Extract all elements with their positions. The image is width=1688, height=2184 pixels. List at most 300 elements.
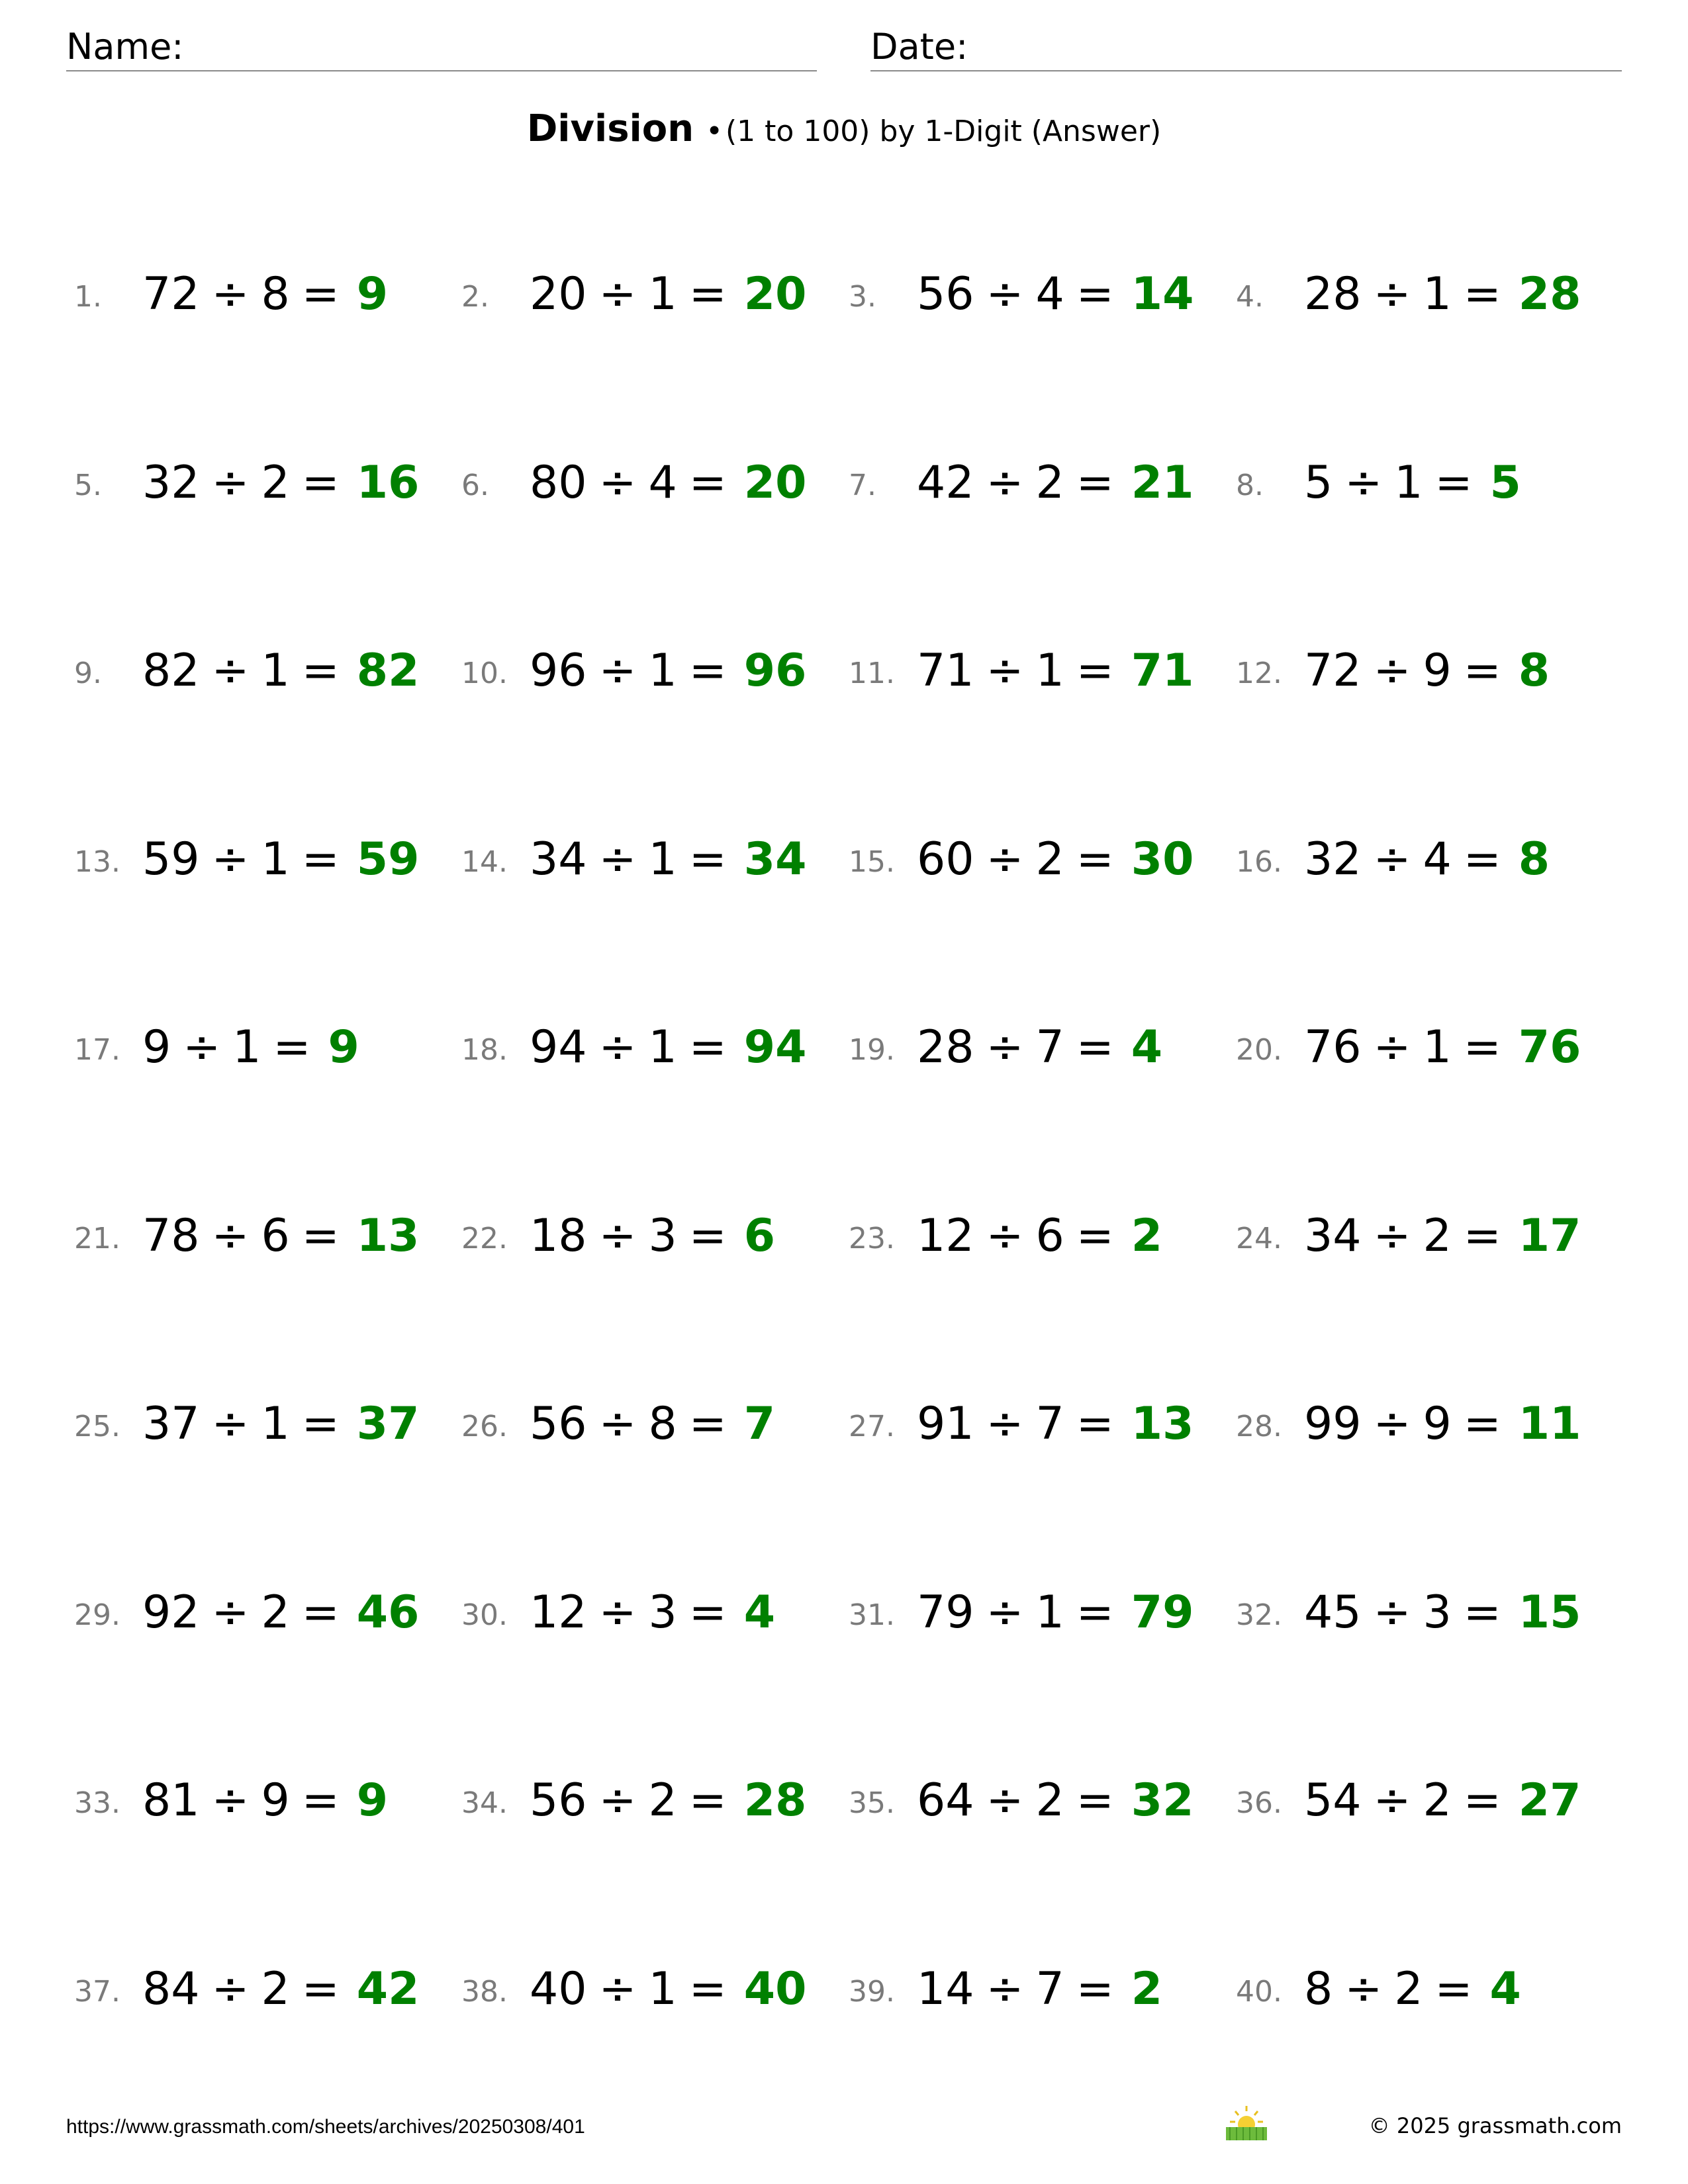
- answer: 27: [1518, 1774, 1581, 1827]
- problem-number: 32.: [1236, 1598, 1282, 1632]
- problem-equation: [530, 833, 806, 886]
- problem-number: 34.: [461, 1786, 508, 1820]
- problem-equation: [1304, 833, 1550, 886]
- equals-sign: =: [1463, 1210, 1501, 1262]
- divide-sign: ÷: [211, 1774, 250, 1827]
- divisor: 2: [1035, 833, 1064, 886]
- worksheet-title: [0, 103, 1688, 158]
- answer: 16: [356, 457, 420, 509]
- problem-number: 30.: [461, 1598, 508, 1632]
- equals-sign: =: [1076, 833, 1114, 886]
- problem-number: 20.: [1236, 1033, 1282, 1067]
- problem-number: 27.: [849, 1410, 895, 1443]
- dividend: 94: [530, 1021, 587, 1073]
- title-separator: •: [706, 114, 724, 148]
- divisor: 1: [261, 645, 290, 697]
- divide-sign: ÷: [211, 1963, 250, 2015]
- equals-sign: =: [1076, 457, 1114, 509]
- dividend: 82: [142, 645, 200, 697]
- problem-row: [0, 1573, 1688, 1653]
- divisor: 9: [261, 1774, 290, 1827]
- divisor: 2: [261, 1963, 290, 2015]
- problem-equation: [1304, 457, 1521, 510]
- dividend: 14: [917, 1963, 974, 2015]
- answer: 2: [1131, 1963, 1163, 2015]
- divisor: 4: [1423, 833, 1452, 886]
- divide-sign: ÷: [598, 1398, 637, 1450]
- divide-sign: ÷: [211, 268, 250, 320]
- problem-equation: [142, 1963, 419, 2016]
- equals-sign: =: [1076, 1398, 1114, 1450]
- problem-equation: [142, 457, 419, 510]
- dividend: 84: [142, 1963, 200, 2015]
- problem-number: 24.: [1236, 1222, 1282, 1255]
- dividend: 59: [142, 833, 200, 886]
- divide-sign: ÷: [986, 1774, 1024, 1827]
- answer: 9: [328, 1021, 359, 1073]
- equals-sign: =: [1076, 1774, 1114, 1827]
- problem-equation: [1304, 1586, 1581, 1639]
- problem-equation: [1304, 268, 1581, 321]
- divide-sign: ÷: [598, 1021, 637, 1073]
- answer: 14: [1131, 268, 1194, 320]
- dividend: 56: [530, 1398, 587, 1450]
- problem-number: 1.: [74, 280, 102, 314]
- problem-equation: [917, 1398, 1194, 1451]
- problem-number: 40.: [1236, 1975, 1282, 2009]
- divide-sign: ÷: [1344, 457, 1383, 509]
- problem-equation: [530, 1210, 775, 1263]
- answer: 96: [743, 645, 807, 697]
- problem-equation: [530, 457, 806, 510]
- problem-equation: [1304, 645, 1550, 698]
- dividend: 92: [142, 1586, 200, 1639]
- dividend: 81: [142, 1774, 200, 1827]
- problem-equation: [530, 1963, 806, 2016]
- problem-number: 25.: [74, 1410, 120, 1443]
- problem-number: 10.: [461, 657, 508, 690]
- problem-equation: [917, 1586, 1194, 1639]
- answer: 28: [1518, 268, 1581, 320]
- equals-sign: =: [688, 1210, 727, 1262]
- answer: 30: [1131, 833, 1194, 886]
- problem-number: 37.: [74, 1975, 120, 2009]
- problem-equation: [142, 1210, 419, 1263]
- divide-sign: ÷: [1373, 645, 1411, 697]
- dividend: 76: [1304, 1021, 1362, 1073]
- dividend: 5: [1304, 457, 1333, 509]
- divide-sign: ÷: [986, 645, 1024, 697]
- answer: 79: [1131, 1586, 1194, 1639]
- problem-number: 33.: [74, 1786, 120, 1820]
- problem-equation: [917, 1021, 1162, 1074]
- problem-number: 3.: [849, 280, 876, 314]
- divide-sign: ÷: [1373, 1210, 1411, 1262]
- dividend: 72: [142, 268, 200, 320]
- problem-number: 26.: [461, 1410, 508, 1443]
- answer: 20: [743, 268, 807, 320]
- divide-sign: ÷: [598, 457, 637, 509]
- equals-sign: =: [301, 645, 340, 697]
- problem-number: 21.: [74, 1222, 120, 1255]
- problem-number: 31.: [849, 1598, 895, 1632]
- equals-sign: =: [301, 1398, 340, 1450]
- divide-sign: ÷: [1373, 1398, 1411, 1450]
- dividend: 28: [1304, 268, 1362, 320]
- equals-sign: =: [1434, 1963, 1473, 2015]
- footer-copyright: © 2025 grassmath.com: [1368, 2113, 1622, 2138]
- divisor: 1: [648, 1963, 677, 2015]
- divide-sign: ÷: [986, 457, 1024, 509]
- divisor: 1: [1423, 1021, 1452, 1073]
- dividend: 9: [142, 1021, 171, 1073]
- divide-sign: ÷: [1344, 1963, 1383, 2015]
- divisor: 1: [1394, 457, 1423, 509]
- answer: 94: [743, 1021, 807, 1073]
- equals-sign: =: [688, 457, 727, 509]
- divisor: 7: [1035, 1398, 1064, 1450]
- dividend: 20: [530, 268, 587, 320]
- divide-sign: ÷: [598, 1774, 637, 1827]
- problem-equation: [530, 1586, 775, 1639]
- problem-number: 5.: [74, 469, 102, 502]
- equals-sign: =: [1076, 1963, 1114, 2015]
- problem-number: 6.: [461, 469, 489, 502]
- problem-number: 9.: [74, 657, 102, 690]
- dividend: 56: [917, 268, 974, 320]
- divide-sign: ÷: [598, 1963, 637, 2015]
- equals-sign: =: [1076, 268, 1114, 320]
- dividend: 42: [917, 457, 974, 509]
- divide-sign: ÷: [986, 1210, 1024, 1262]
- divide-sign: ÷: [598, 645, 637, 697]
- dividend: 64: [917, 1774, 974, 1827]
- divisor: 1: [232, 1021, 261, 1073]
- divide-sign: ÷: [986, 1963, 1024, 2015]
- problem-equation: [917, 1774, 1194, 1827]
- equals-sign: =: [688, 268, 727, 320]
- divisor: 7: [1035, 1963, 1064, 2015]
- equals-sign: =: [1076, 1210, 1114, 1262]
- answer: 4: [1489, 1963, 1521, 2015]
- problem-equation: [142, 1021, 359, 1074]
- answer: 5: [1489, 457, 1521, 509]
- problem-number: 19.: [849, 1033, 895, 1067]
- problem-number: 38.: [461, 1975, 508, 2009]
- divisor: 8: [261, 268, 290, 320]
- equals-sign: =: [301, 833, 340, 886]
- answer: 40: [743, 1963, 807, 2015]
- dividend: 71: [917, 645, 974, 697]
- divisor: 1: [261, 833, 290, 886]
- problem-number: 36.: [1236, 1786, 1282, 1820]
- name-label: Name:: [66, 26, 184, 68]
- dividend: 56: [530, 1774, 587, 1827]
- equals-sign: =: [1463, 1021, 1501, 1073]
- divisor: 1: [1423, 268, 1452, 320]
- title-main: Division: [526, 107, 694, 150]
- equals-sign: =: [301, 1774, 340, 1827]
- date-label: Date:: [870, 26, 968, 68]
- equals-sign: =: [688, 1963, 727, 2015]
- answer: 8: [1518, 833, 1550, 886]
- divide-sign: ÷: [986, 1398, 1024, 1450]
- divisor: 9: [1423, 1398, 1452, 1450]
- problem-number: 2.: [461, 280, 489, 314]
- equals-sign: =: [688, 1398, 727, 1450]
- equals-sign: =: [1463, 833, 1501, 886]
- problem-equation: [917, 268, 1194, 321]
- problem-equation: [530, 645, 806, 698]
- divide-sign: ÷: [598, 268, 637, 320]
- problem-equation: [1304, 1963, 1521, 2016]
- divisor: 2: [1035, 457, 1064, 509]
- problem-equation: [530, 1398, 775, 1451]
- problem-equation: [1304, 1210, 1581, 1263]
- equals-sign: =: [688, 1021, 727, 1073]
- divide-sign: ÷: [211, 833, 250, 886]
- divisor: 2: [1035, 1774, 1064, 1827]
- equals-sign: =: [1076, 1586, 1114, 1639]
- dividend: 28: [917, 1021, 974, 1073]
- problem-row: [0, 631, 1688, 711]
- divisor: 1: [261, 1398, 290, 1450]
- problem-equation: [530, 1021, 806, 1074]
- answer: 13: [356, 1210, 420, 1262]
- equals-sign: =: [301, 1210, 340, 1262]
- title-subtitle: (1 to 100) by 1-Digit (Answer): [726, 114, 1162, 148]
- dividend: 78: [142, 1210, 200, 1262]
- answer: 9: [356, 1774, 389, 1827]
- divide-sign: ÷: [183, 1021, 221, 1073]
- equals-sign: =: [1463, 268, 1501, 320]
- problem-number: 28.: [1236, 1410, 1282, 1443]
- problem-equation: [917, 645, 1194, 698]
- equals-sign: =: [301, 1586, 340, 1639]
- problem-equation: [1304, 1021, 1581, 1074]
- problem-row: [0, 1008, 1688, 1087]
- answer: 76: [1518, 1021, 1581, 1073]
- problem-equation: [917, 1963, 1162, 2016]
- dividend: 80: [530, 457, 587, 509]
- answer: 9: [356, 268, 389, 320]
- answer: 21: [1131, 457, 1194, 509]
- problem-number: 14.: [461, 845, 508, 879]
- divide-sign: ÷: [211, 1586, 250, 1639]
- problem-equation: [530, 268, 806, 321]
- problem-equation: [917, 457, 1194, 510]
- problem-number: 17.: [74, 1033, 120, 1067]
- equals-sign: =: [1076, 645, 1114, 697]
- problem-number: 4.: [1236, 280, 1264, 314]
- problem-row: [0, 1950, 1688, 2029]
- dividend: 37: [142, 1398, 200, 1450]
- equals-sign: =: [301, 457, 340, 509]
- equals-sign: =: [1463, 645, 1501, 697]
- divisor: 3: [648, 1586, 677, 1639]
- dividend: 99: [1304, 1398, 1362, 1450]
- problem-equation: [142, 1398, 419, 1451]
- problem-equation: [142, 645, 419, 698]
- divisor: 6: [261, 1210, 290, 1262]
- equals-sign: =: [1463, 1774, 1501, 1827]
- problem-number: 22.: [461, 1222, 508, 1255]
- divide-sign: ÷: [1373, 268, 1411, 320]
- answer: 4: [1131, 1021, 1163, 1073]
- problem-row: [0, 820, 1688, 899]
- answer: 17: [1518, 1210, 1581, 1262]
- dividend: 96: [530, 645, 587, 697]
- divide-sign: ÷: [211, 1398, 250, 1450]
- problem-row: [0, 255, 1688, 334]
- divisor: 4: [648, 457, 677, 509]
- divisor: 2: [261, 1586, 290, 1639]
- divisor: 2: [1394, 1963, 1423, 2015]
- answer: 28: [743, 1774, 807, 1827]
- answer: 4: [743, 1586, 776, 1639]
- problem-number: 23.: [849, 1222, 895, 1255]
- problem-equation: [917, 1210, 1162, 1263]
- divisor: 1: [1035, 1586, 1064, 1639]
- answer: 37: [356, 1398, 420, 1450]
- divisor: 2: [1423, 1210, 1452, 1262]
- problem-equation: [142, 268, 388, 321]
- problem-number: 15.: [849, 845, 895, 879]
- equals-sign: =: [1463, 1586, 1501, 1639]
- divisor: 2: [261, 457, 290, 509]
- problem-number: 13.: [74, 845, 120, 879]
- answer: 13: [1131, 1398, 1194, 1450]
- divide-sign: ÷: [598, 1210, 637, 1262]
- dividend: 54: [1304, 1774, 1362, 1827]
- dividend: 40: [530, 1963, 587, 2015]
- dividend: 60: [917, 833, 974, 886]
- answer: 59: [356, 833, 420, 886]
- problem-equation: [1304, 1398, 1581, 1451]
- equals-sign: =: [273, 1021, 311, 1073]
- problem-number: 7.: [849, 469, 876, 502]
- problem-number: 39.: [849, 1975, 895, 2009]
- problem-equation: [530, 1774, 806, 1827]
- equals-sign: =: [688, 1586, 727, 1639]
- problem-number: 18.: [461, 1033, 508, 1067]
- problem-number: 11.: [849, 657, 895, 690]
- divisor: 6: [1035, 1210, 1064, 1262]
- divide-sign: ÷: [211, 457, 250, 509]
- dividend: 12: [530, 1586, 587, 1639]
- divide-sign: ÷: [211, 645, 250, 697]
- dividend: 32: [1304, 833, 1362, 886]
- answer: 34: [743, 833, 807, 886]
- divisor: 1: [648, 833, 677, 886]
- divide-sign: ÷: [1373, 1586, 1411, 1639]
- answer: 7: [743, 1398, 776, 1450]
- problem-number: 8.: [1236, 469, 1264, 502]
- divisor: 3: [1423, 1586, 1452, 1639]
- divisor: 2: [1423, 1774, 1452, 1827]
- answer: 42: [356, 1963, 420, 2015]
- equals-sign: =: [301, 1963, 340, 2015]
- answer: 46: [356, 1586, 420, 1639]
- divide-sign: ÷: [211, 1210, 250, 1262]
- answer: 20: [743, 457, 807, 509]
- divisor: 1: [1035, 645, 1064, 697]
- problem-equation: [917, 833, 1194, 886]
- answer: 6: [743, 1210, 776, 1262]
- problem-row: [0, 1197, 1688, 1276]
- divide-sign: ÷: [598, 833, 637, 886]
- name-field[interactable]: [66, 24, 817, 71]
- equals-sign: =: [301, 268, 340, 320]
- divisor: 8: [648, 1398, 677, 1450]
- equals-sign: =: [1463, 1398, 1501, 1450]
- divisor: 9: [1423, 645, 1452, 697]
- divisor: 1: [648, 645, 677, 697]
- equals-sign: =: [688, 1774, 727, 1827]
- dividend: 12: [917, 1210, 974, 1262]
- divisor: 4: [1035, 268, 1064, 320]
- dividend: 45: [1304, 1586, 1362, 1639]
- divide-sign: ÷: [1373, 1774, 1411, 1827]
- answer: 82: [356, 645, 420, 697]
- problem-equation: [142, 1586, 419, 1639]
- answer: 8: [1518, 645, 1550, 697]
- dividend: 34: [530, 833, 587, 886]
- divide-sign: ÷: [986, 1021, 1024, 1073]
- problem-equation: [142, 833, 419, 886]
- divisor: 1: [648, 1021, 677, 1073]
- problem-row: [0, 1761, 1688, 1841]
- divisor: 2: [648, 1774, 677, 1827]
- problem-number: 29.: [74, 1598, 120, 1632]
- divide-sign: ÷: [986, 1586, 1024, 1639]
- equals-sign: =: [1076, 1021, 1114, 1073]
- dividend: 79: [917, 1586, 974, 1639]
- grass-sun-logo-icon: [1223, 2103, 1270, 2142]
- equals-sign: =: [688, 645, 727, 697]
- dividend: 72: [1304, 645, 1362, 697]
- answer: 32: [1131, 1774, 1194, 1827]
- divisor: 3: [648, 1210, 677, 1262]
- answer: 15: [1518, 1586, 1581, 1639]
- problem-row: [0, 443, 1688, 523]
- equals-sign: =: [1434, 457, 1473, 509]
- divisor: 7: [1035, 1021, 1064, 1073]
- problem-number: 16.: [1236, 845, 1282, 879]
- footer-url[interactable]: https://www.grassmath.com/sheets/archives/20250308/401: [66, 2116, 585, 2138]
- problem-number: 12.: [1236, 657, 1282, 690]
- dividend: 34: [1304, 1210, 1362, 1262]
- divisor: 1: [648, 268, 677, 320]
- dividend: 91: [917, 1398, 974, 1450]
- divide-sign: ÷: [598, 1586, 637, 1639]
- divide-sign: ÷: [986, 833, 1024, 886]
- problem-equation: [1304, 1774, 1581, 1827]
- answer: 11: [1518, 1398, 1581, 1450]
- divide-sign: ÷: [1373, 833, 1411, 886]
- answer: 2: [1131, 1210, 1163, 1262]
- date-field[interactable]: [870, 24, 1622, 71]
- problem-equation: [142, 1774, 388, 1827]
- dividend: 32: [142, 457, 200, 509]
- divide-sign: ÷: [1373, 1021, 1411, 1073]
- problem-number: 35.: [849, 1786, 895, 1820]
- problem-row: [0, 1385, 1688, 1464]
- dividend: 18: [530, 1210, 587, 1262]
- answer: 71: [1131, 645, 1194, 697]
- dividend: 8: [1304, 1963, 1333, 2015]
- equals-sign: =: [688, 833, 727, 886]
